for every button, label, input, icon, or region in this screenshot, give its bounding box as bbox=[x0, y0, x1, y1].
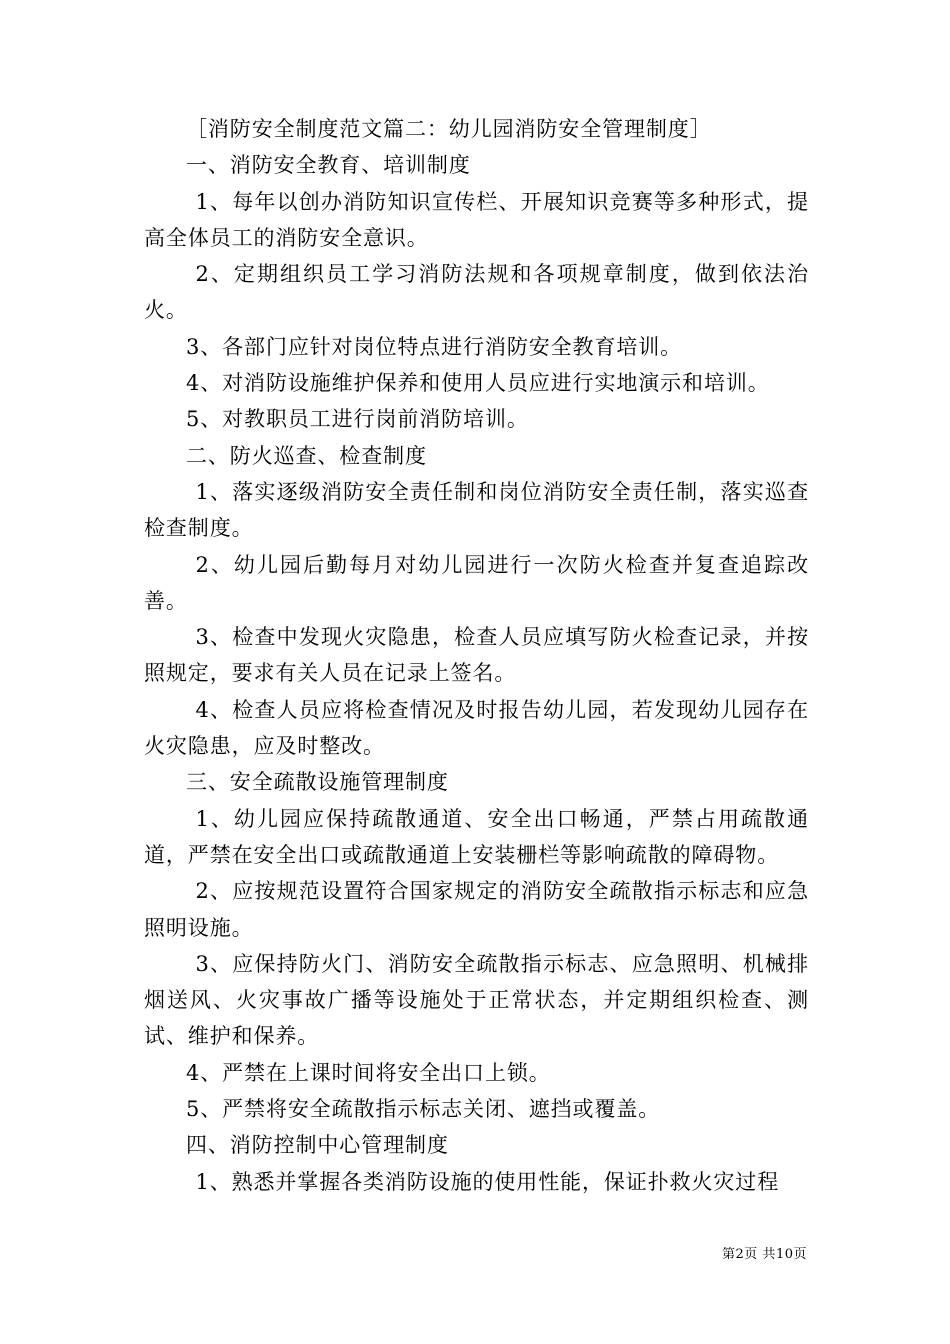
paragraph: 3、检查中发现火灾隐患，检查人员应填写防火检查记录，并按照规定，要求有关人员在记录上签名。 bbox=[144, 625, 809, 686]
document-body bbox=[144, 111, 809, 1200]
paragraph: 二、防火巡查、检查制度 bbox=[186, 443, 427, 468]
paragraph: 一、消防安全教育、培训制度 bbox=[186, 153, 471, 178]
paragraph: 2、应按规范设置符合国家规定的消防安全疏散指示标志和应急照明设施。 bbox=[144, 879, 809, 940]
paragraph: 4、对消防设施维护保养和使用人员应进行实地演示和培训。 bbox=[186, 371, 770, 396]
page-number-suffix: 页 bbox=[793, 1247, 807, 1262]
paragraph: 3、各部门应针对岗位特点进行消防安全教育培训。 bbox=[186, 334, 683, 359]
paragraph: 四、消防控制中心管理制度 bbox=[186, 1133, 449, 1158]
paragraph: ［消防安全制度范文篇二：幼儿园消防安全管理制度］ bbox=[186, 117, 712, 141]
paragraph: 5、对教职员工进行岗前消防培训。 bbox=[186, 407, 529, 432]
paragraph: 1、落实逐级消防安全责任制和岗位消防安全责任制，落实巡查检查制度。 bbox=[144, 479, 809, 541]
page-number-total: 10 bbox=[775, 1247, 794, 1262]
paragraph: 1、幼儿园应保持疏散通道、安全出口畅通，严禁占用疏散通道，严禁在安全出口或疏散通道上安装栅栏等影响疏散的障碍物。 bbox=[144, 806, 809, 867]
paragraph: 4、检查人员应将检查情况及时报告幼儿园，若发现幼儿园存在火灾隐患，应及时整改。 bbox=[144, 697, 809, 759]
paragraph: 1、熟悉并掌握各类消防设施的使用性能，保证扑救火灾过程 bbox=[195, 1169, 780, 1194]
page-number-prefix: 第 bbox=[722, 1247, 736, 1262]
paragraph: 2、幼儿园后勤每月对幼儿园进行一次防火检查并复查追踪改善。 bbox=[144, 552, 809, 613]
paragraph: 三、安全疏散设施管理制度 bbox=[186, 770, 449, 795]
paragraph: 4、严禁在上课时间将安全出口上锁。 bbox=[186, 1060, 551, 1085]
paragraph: 1、每年以创办消防知识宣传栏、开展知识竞赛等多种形式，提高全体员工的消防安全意识。 bbox=[144, 189, 809, 250]
paragraph: 5、严禁将安全疏散指示标志关闭、遮挡或覆盖。 bbox=[186, 1097, 661, 1122]
page-number-current: 2 bbox=[735, 1247, 745, 1262]
paragraph: 2、定期组织员工学习消防法规和各项规章制度，做到依法治火。 bbox=[144, 262, 809, 323]
page-number-footer bbox=[722, 1246, 807, 1264]
paragraph: 3、应保持防火门、消防安全疏散指示标志、应急照明、机械排烟送风、火灾事故广播等设施处于正常状态，并定期组织检查、测试、维护和保养。 bbox=[144, 951, 809, 1049]
page-number-middle: 页 共 bbox=[744, 1247, 776, 1262]
